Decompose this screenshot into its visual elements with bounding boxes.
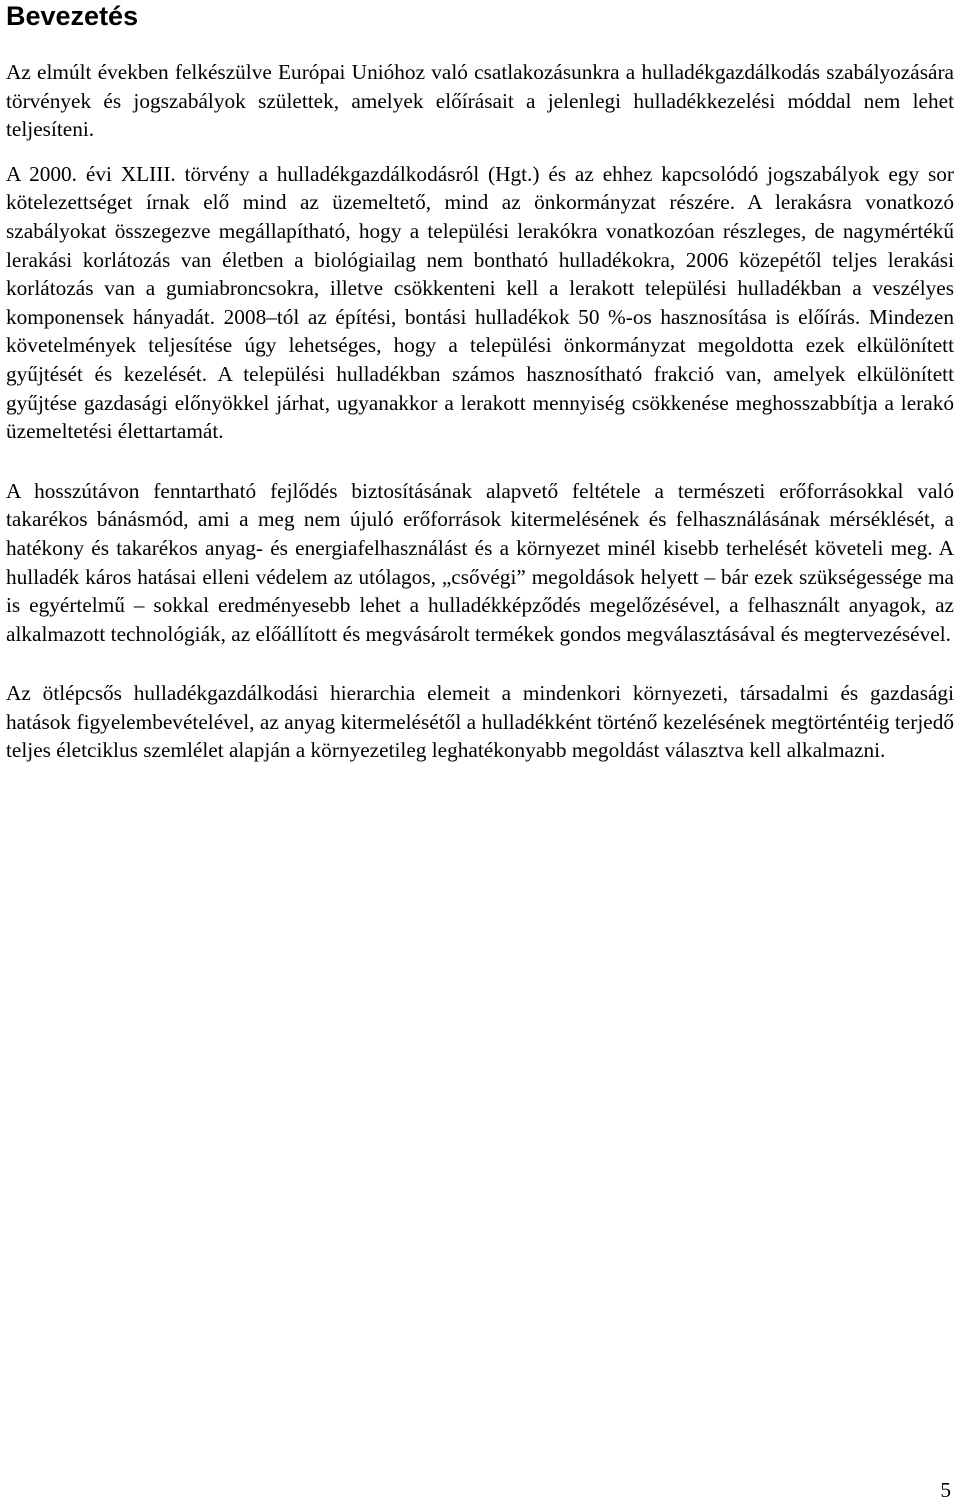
paragraph-1: Az elmúlt években felkészülve Európai Unióhoz való csatlakozásunkra a hulladékgazdálkodás szabályozására törvények és jogszabályok születtek, amelyek előírásait a jelenlegi hulladékkezelési móddal nem lehet teljesíteni. bbox=[6, 60, 954, 142]
page-number: 5 bbox=[940, 1478, 951, 1502]
paragraph-4: Az ötlépcsős hulladékgazdálkodási hierarchia elemeit a mindenkori környezeti, társadalmi és gazdasági hatások figyelembevételével, az anyag kitermelésétől a hulladékként történő kezelésének megtörténtéig terjedő teljes életciklus szemlélet alapján a környezetileg leghatékonyabb megoldást választva kell alkalmazni. bbox=[6, 681, 954, 763]
paragraph-2: A 2000. évi XLIII. törvény a hulladékgazdálkodásról (Hgt.) és az ehhez kapcsolódó jogszabályok egy sor kötelezettséget írnak elő mind az üzemeltető, mind az önkormányzat részére. A lerakásra vonatkozó szabályokat összegezve megállapítható, hogy a települési lerakókra vonatkozóan részleges, de nagymértékű lerakási korlátozás van életben a biológiailag nem bontható hulladékokra, 2006 közepétől teljes lerakási korlátozás van a gumiabroncsokra, illetve csökkenteni kell a lerakott települési hulladékban a veszélyes komponensek hányadát. 2008–tól az építési, bontási hulladékok 50 %-os hasznosítása is előírás. Mindezen követelmények teljesítése úgy lehetséges, hogy a települési önkormányzat megoldotta ezek elkülönített gyűjtését és kezelését. A települési hulladékban számos hasznosítható frakció van, amelyek elkülönített gyűjtése gazdasági előnyökkel járhat, ugyanakkor a lerakott mennyiség csökkenése meghosszabbítja a lerakó üzemeltetési élettartamát. bbox=[6, 161, 954, 444]
document-page bbox=[6, 0, 954, 765]
section-heading: Bevezetés bbox=[6, 1, 139, 31]
paragraph-3: A hosszútávon fenntartható fejlődés biztosításának alapvető feltétele a természeti erőforrásokkal való takarékos bánásmód, ami a meg nem újuló erőforrások kitermelésének és felhasználásának mérséklését, a hatékony és takarékos anyag- és energiafelhasználást és a környezet minél kisebb terhelését követeli meg. A hulladék káros hatásai elleni védelem az utólagos, „csővégi” megoldások helyett – bár ezek szükségessége ma is egyértelmű – sokkal eredményesebb lehet a hulladékképződés megelőzésével, a felhasznált anyagok, az alkalmazott technológiák, az előállított és megvásárolt termékek gondos megválasztásával és megtervezésével. bbox=[6, 478, 954, 646]
